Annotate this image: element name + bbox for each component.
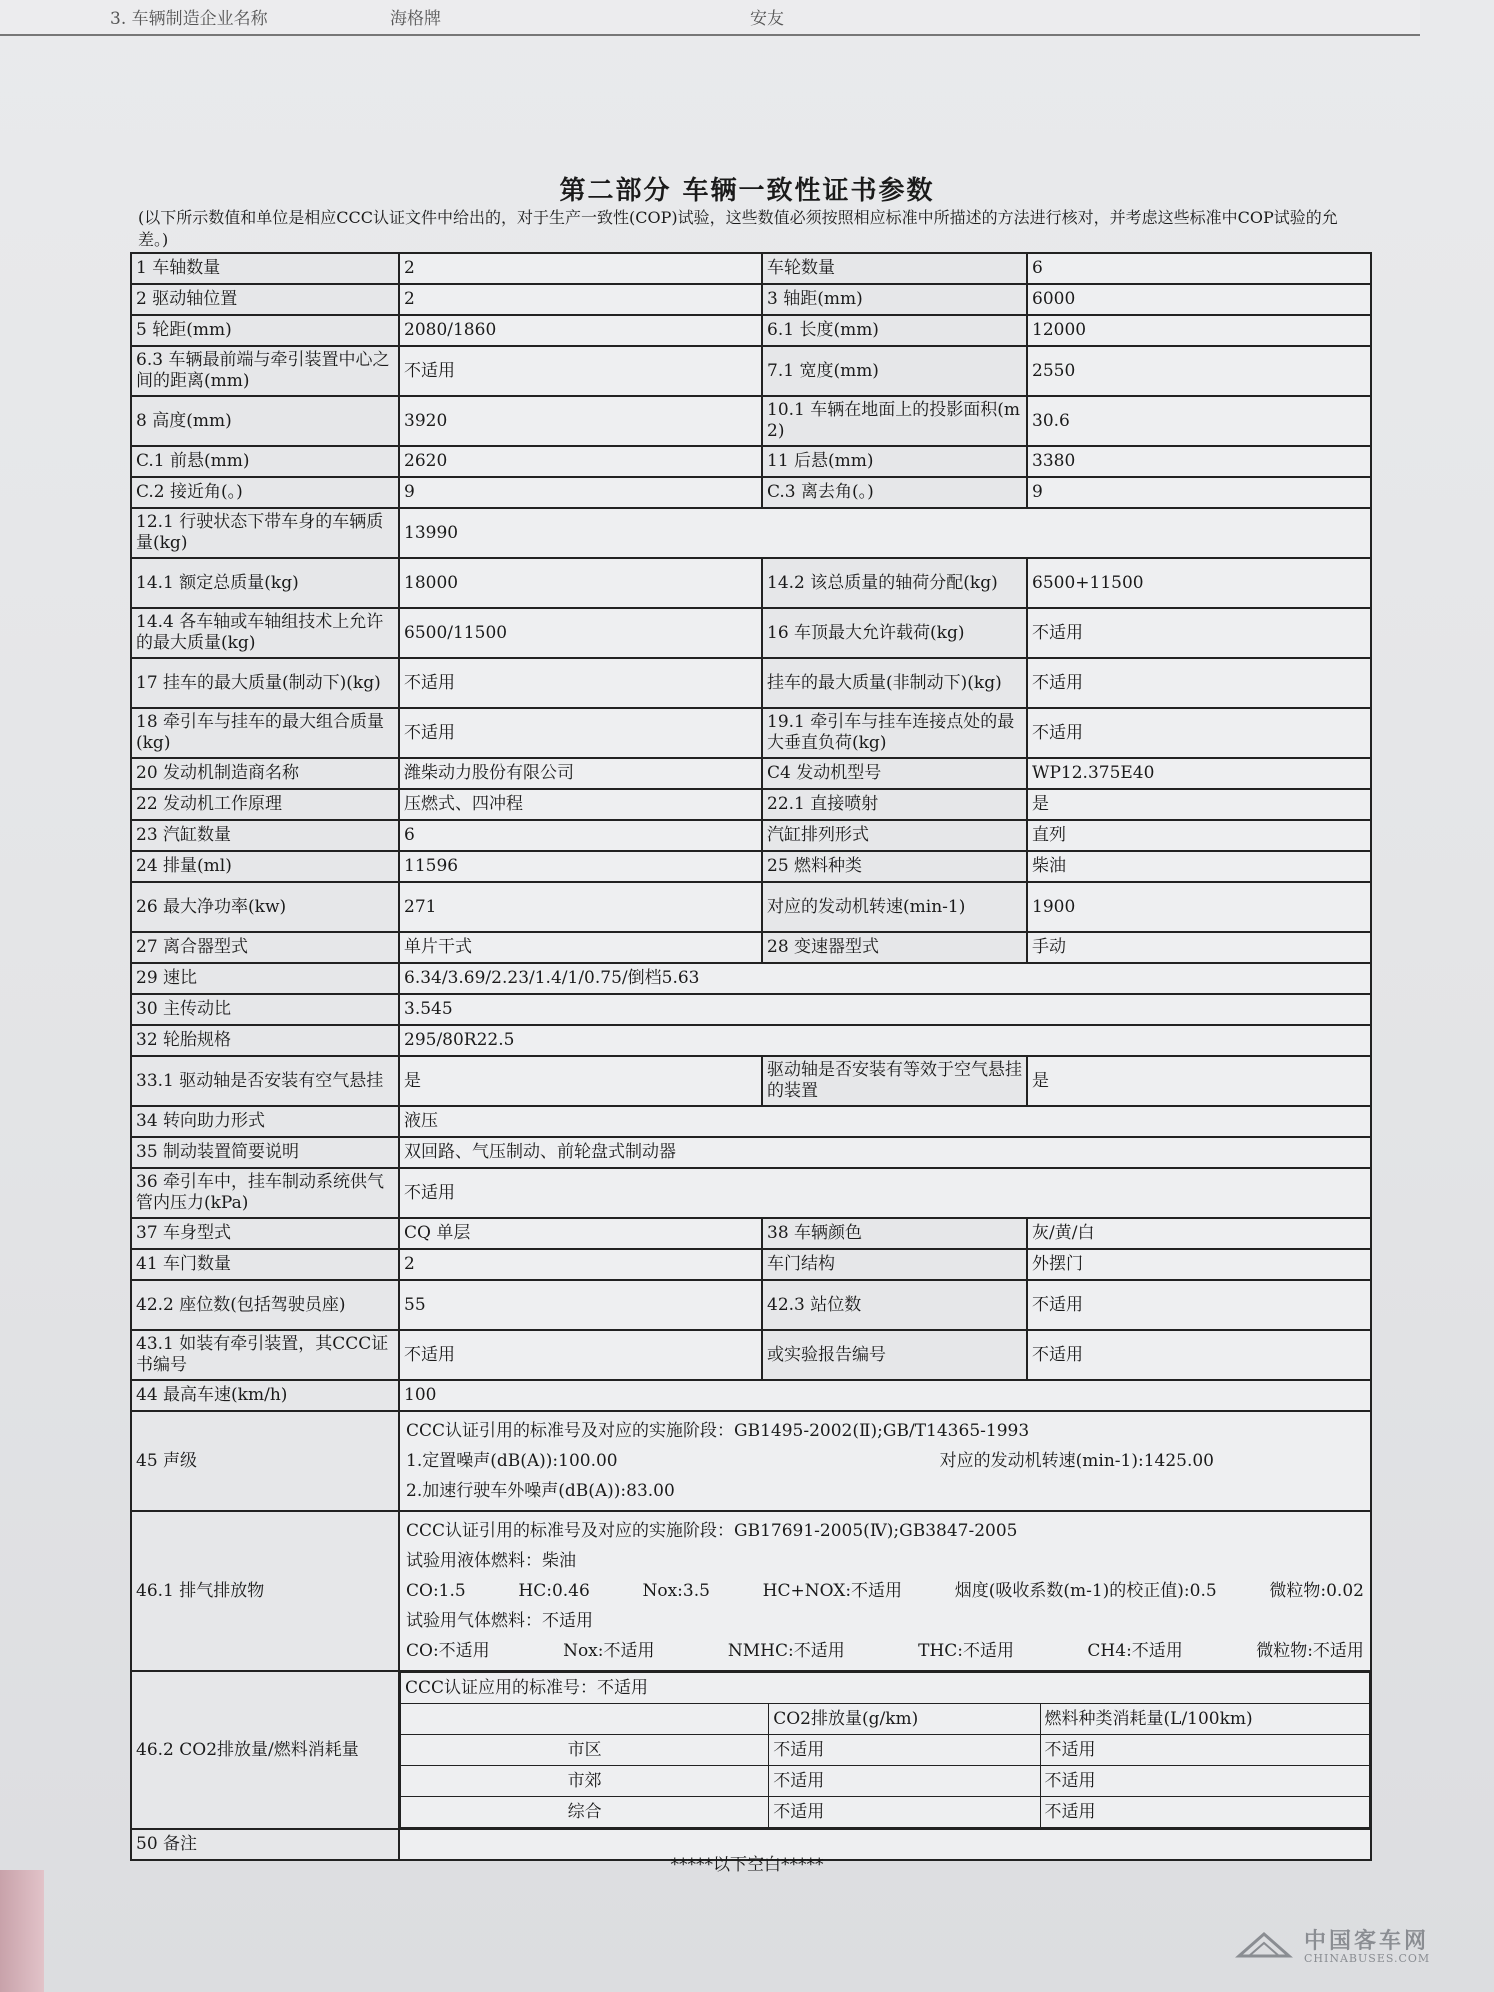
param-label: 驱动轴是否安装有等效于空气悬挂的装置 [762,1056,1027,1106]
prev-right-text: 安友 [750,9,784,29]
table-row [131,477,1371,508]
param-label: 8 高度(mm) [131,396,399,446]
param-label: 38 车辆颜色 [762,1218,1027,1249]
param-value: 55 [399,1280,762,1330]
param-value: 双回路、气压制动、前轮盘式制动器 [399,1137,1371,1168]
bus-logo-icon [1234,1926,1294,1966]
param-value: 295/80R22.5 [399,1025,1371,1056]
param-label: 43.1 如装有牵引装置，其CCC证书编号 [131,1330,399,1380]
param-label: 26 最大净功率(kw) [131,882,399,932]
co2-standard: CCC认证应用的标准号：不适用 [401,1673,1370,1704]
param-value: 9 [399,477,762,508]
param-label: 22.1 直接喷射 [762,789,1027,820]
param-value: 不适用 [399,1168,1371,1218]
param-label: 41 车门数量 [131,1249,399,1280]
param-label: 42.2 座位数(包括驾驶员座) [131,1280,399,1330]
table-row [131,396,1371,446]
table-row [131,253,1371,284]
param-label: 24 排量(ml) [131,851,399,882]
param-value: 271 [399,882,762,932]
table-row [131,932,1371,963]
liquid-fuel: 试验用液体燃料：柴油 [406,1551,576,1571]
param-value: 6 [399,820,762,851]
param-label: 2 驱动轴位置 [131,284,399,315]
co2-header: 燃料种类消耗量(L/100km) [1040,1704,1369,1735]
param-label: 50 备注 [131,1829,399,1860]
param-value: 6500+11500 [1027,558,1371,608]
table-row [131,963,1371,994]
param-label: 挂车的最大质量(非制动下)(kg) [762,658,1027,708]
noise-engine-speed: 对应的发动机转速(min-1):1425.00 [939,1451,1214,1471]
param-value: 100 [399,1380,1371,1411]
noise-block [399,1411,1371,1511]
param-value: 不适用 [1027,708,1371,758]
param-label: 20 发动机制造商名称 [131,758,399,789]
table-row [131,1025,1371,1056]
param-label: 33.1 驱动轴是否安装有空气悬挂 [131,1056,399,1106]
previous-page-strip [0,0,1420,36]
param-label: 对应的发动机转速(min-1) [762,882,1027,932]
param-label: 22 发动机工作原理 [131,789,399,820]
emission-value: CO:1.5 [406,1581,466,1601]
co2-header [401,1704,769,1735]
param-label: 12.1 行驶状态下带车身的车辆质量(kg) [131,508,399,558]
param-value: 13990 [399,508,1371,558]
cycle-label: 市区 [401,1735,769,1766]
param-label: 或实验报告编号 [762,1330,1027,1380]
param-label: C.3 离去角(。) [762,477,1027,508]
param-value: 直列 [1027,820,1371,851]
param-value: CQ 单层 [399,1218,762,1249]
table-row [131,658,1371,708]
gas-emission-value: THC:不适用 [918,1641,1015,1661]
param-value: 6.34/3.69/2.23/1.4/1/0.75/倒档5.63 [399,963,1371,994]
table-row [131,820,1371,851]
param-label: 45 声级 [131,1411,399,1511]
param-value: 30.6 [1027,396,1371,446]
table-row [131,708,1371,758]
gas-emission-value: 微粒物:不适用 [1256,1641,1364,1661]
background-object [0,1870,44,1992]
param-value: 2 [399,284,762,315]
emission-value: HC:0.46 [518,1581,590,1601]
prev-left-text: 3. 车辆制造企业名称 [110,9,268,29]
table-row [131,882,1371,932]
table-row [131,1249,1371,1280]
param-label: 19.1 牵引车与挂车连接点处的最大垂直负荷(kg) [762,708,1027,758]
param-label: 5 轮距(mm) [131,315,399,346]
param-value: 压燃式、四冲程 [399,789,762,820]
table-row [131,758,1371,789]
table-row [131,1056,1371,1106]
param-label: 14.2 该总质量的轴荷分配(kg) [762,558,1027,608]
drive-by-noise: 2.加速行驶车外噪声(dB(A)):83.00 [406,1481,675,1501]
param-label: 23 汽缸数量 [131,820,399,851]
param-value: WP12.375E40 [1027,758,1371,789]
param-label: 36 牵引车中，挂车制动系统供气管内压力(kPa) [131,1168,399,1218]
table-row [131,315,1371,346]
gas-emission-value: CH4:不适用 [1087,1641,1183,1661]
parameter-table [130,252,1372,1861]
co2-value: 不适用 [1040,1766,1369,1797]
table-row [131,1137,1371,1168]
gas-emission-value: NMHC:不适用 [727,1641,845,1661]
param-value: 2080/1860 [399,315,762,346]
co2-value: 不适用 [1040,1797,1369,1828]
param-label: 车门结构 [762,1249,1027,1280]
param-label: 1 车轴数量 [131,253,399,284]
param-label: 6.3 车辆最前端与牵引装置中心之间的距离(mm) [131,346,399,396]
param-value: 6 [1027,253,1371,284]
table-row [131,1380,1371,1411]
param-label: 汽缸排列形式 [762,820,1027,851]
gas-emission-value: CO:不适用 [406,1641,490,1661]
param-label: 35 制动装置简要说明 [131,1137,399,1168]
co2-block [399,1671,1371,1829]
param-value: 2550 [1027,346,1371,396]
page-title: 第二部分 车辆一致性证书参数 [559,176,935,206]
param-value: 是 [1027,789,1371,820]
prev-mid-text: 海格牌 [390,9,441,29]
table-row [131,284,1371,315]
blank-below-note: *****以下空白***** [670,1855,824,1875]
watermark-cn: 中国客车网 [1304,1928,1430,1954]
param-value: 不适用 [1027,1280,1371,1330]
co2-value: 不适用 [769,1735,1040,1766]
table-row [131,558,1371,608]
watermark [1234,1922,1464,1972]
param-label: 46.1 排气排放物 [131,1511,399,1671]
emission-standard: CCC认证引用的标准号及对应的实施阶段：GB17691-2005(Ⅳ);GB3847-2005 [406,1521,1018,1541]
param-label: 46.2 CO2排放量/燃料消耗量 [131,1671,399,1829]
param-value: 6500/11500 [399,608,762,658]
table-row [131,1106,1371,1137]
param-label: 18 牵引车与挂车的最大组合质量(kg) [131,708,399,758]
param-label: 32 轮胎规格 [131,1025,399,1056]
param-value: 外摆门 [1027,1249,1371,1280]
param-value: 灰/黄/白 [1027,1218,1371,1249]
table-row [131,994,1371,1025]
intro-note: (以下所示数值和单位是相应CCC认证文件中给出的，对于生产一致性(COP)试验，这些数值必须按照相应标准中所描述的方法进行核对，并考虑这些标准中COP试验的允差。) [138,208,1338,249]
param-label: 28 变速器型式 [762,932,1027,963]
table-row [131,608,1371,658]
co2-subtable [400,1672,1370,1828]
param-value: 不适用 [399,658,762,708]
param-label: C.1 前悬(mm) [131,446,399,477]
param-value: 6000 [1027,284,1371,315]
table-row [131,1280,1371,1330]
co2-value: 不适用 [1040,1735,1369,1766]
gas-emission-value: Nox:不适用 [563,1641,655,1661]
param-value: 不适用 [1027,1330,1371,1380]
watermark-en: CHINABUSES.COM [1304,1952,1431,1965]
co2-row [131,1671,1371,1829]
param-value: 不适用 [399,346,762,396]
param-label: 27 离合器型式 [131,932,399,963]
param-label: 6.1 长度(mm) [762,315,1027,346]
param-label: 11 后悬(mm) [762,446,1027,477]
table-row [131,1218,1371,1249]
param-value: 3.545 [399,994,1371,1025]
param-value: 单片干式 [399,932,762,963]
param-label: 30 主传动比 [131,994,399,1025]
co2-value: 不适用 [769,1766,1040,1797]
param-label: C.2 接近角(。) [131,477,399,508]
param-value: 不适用 [1027,658,1371,708]
param-value: 12000 [1027,315,1371,346]
param-label: 29 速比 [131,963,399,994]
param-value: 是 [399,1056,762,1106]
table-row [131,1168,1371,1218]
emission-row [131,1511,1371,1671]
emission-block [399,1511,1371,1671]
param-value: 2 [399,253,762,284]
cycle-label: 市郊 [401,1766,769,1797]
table-row [131,508,1371,558]
table-row [131,851,1371,882]
param-label: 3 轴距(mm) [762,284,1027,315]
param-value: 18000 [399,558,762,608]
param-value: 不适用 [399,1330,762,1380]
cycle-label: 综合 [401,1797,769,1828]
param-label: 44 最高车速(km/h) [131,1380,399,1411]
param-value: 11596 [399,851,762,882]
noise-row [131,1411,1371,1511]
param-value: 液压 [399,1106,1371,1137]
table-row [131,789,1371,820]
gas-fuel: 试验用气体燃料：不适用 [406,1611,593,1631]
param-value: 潍柴动力股份有限公司 [399,758,762,789]
co2-value: 不适用 [769,1797,1040,1828]
param-value: 是 [1027,1056,1371,1106]
param-label: 7.1 宽度(mm) [762,346,1027,396]
stationary-noise: 1.定置噪声(dB(A)):100.00 [406,1451,618,1471]
param-label: 34 转向助力形式 [131,1106,399,1137]
param-label: 25 燃料种类 [762,851,1027,882]
emission-value: HC+NOX:不适用 [762,1581,903,1601]
param-value: 2 [399,1249,762,1280]
param-value: 3920 [399,396,762,446]
table-row [131,346,1371,396]
param-label: C4 发动机型号 [762,758,1027,789]
noise-standard: CCC认证引用的标准号及对应的实施阶段：GB1495-2002(Ⅱ);GB/T14365-1993 [406,1421,1030,1441]
param-label: 42.3 站位数 [762,1280,1027,1330]
emission-value: 烟度(吸收系数(m-1)的校正值):0.5 [954,1581,1217,1601]
param-label: 37 车身型式 [131,1218,399,1249]
emission-value: Nox:3.5 [642,1581,710,1601]
param-label: 14.4 各车轴或车轴组技术上允许的最大质量(kg) [131,608,399,658]
table-row [131,1330,1371,1380]
param-value: 柴油 [1027,851,1371,882]
param-value: 不适用 [399,708,762,758]
param-label: 车轮数量 [762,253,1027,284]
param-value: 2620 [399,446,762,477]
param-label: 10.1 车辆在地面上的投影面积(m2) [762,396,1027,446]
co2-header: CO2排放量(g/km) [769,1704,1040,1735]
param-label: 17 挂车的最大质量(制动下)(kg) [131,658,399,708]
emission-value: 微粒物:0.02 [1269,1581,1364,1601]
param-value: 9 [1027,477,1371,508]
table-row [131,446,1371,477]
param-value: 不适用 [1027,608,1371,658]
param-label: 16 车顶最大允许载荷(kg) [762,608,1027,658]
param-value: 3380 [1027,446,1371,477]
param-value: 手动 [1027,932,1371,963]
param-label: 14.1 额定总质量(kg) [131,558,399,608]
param-value: 1900 [1027,882,1371,932]
